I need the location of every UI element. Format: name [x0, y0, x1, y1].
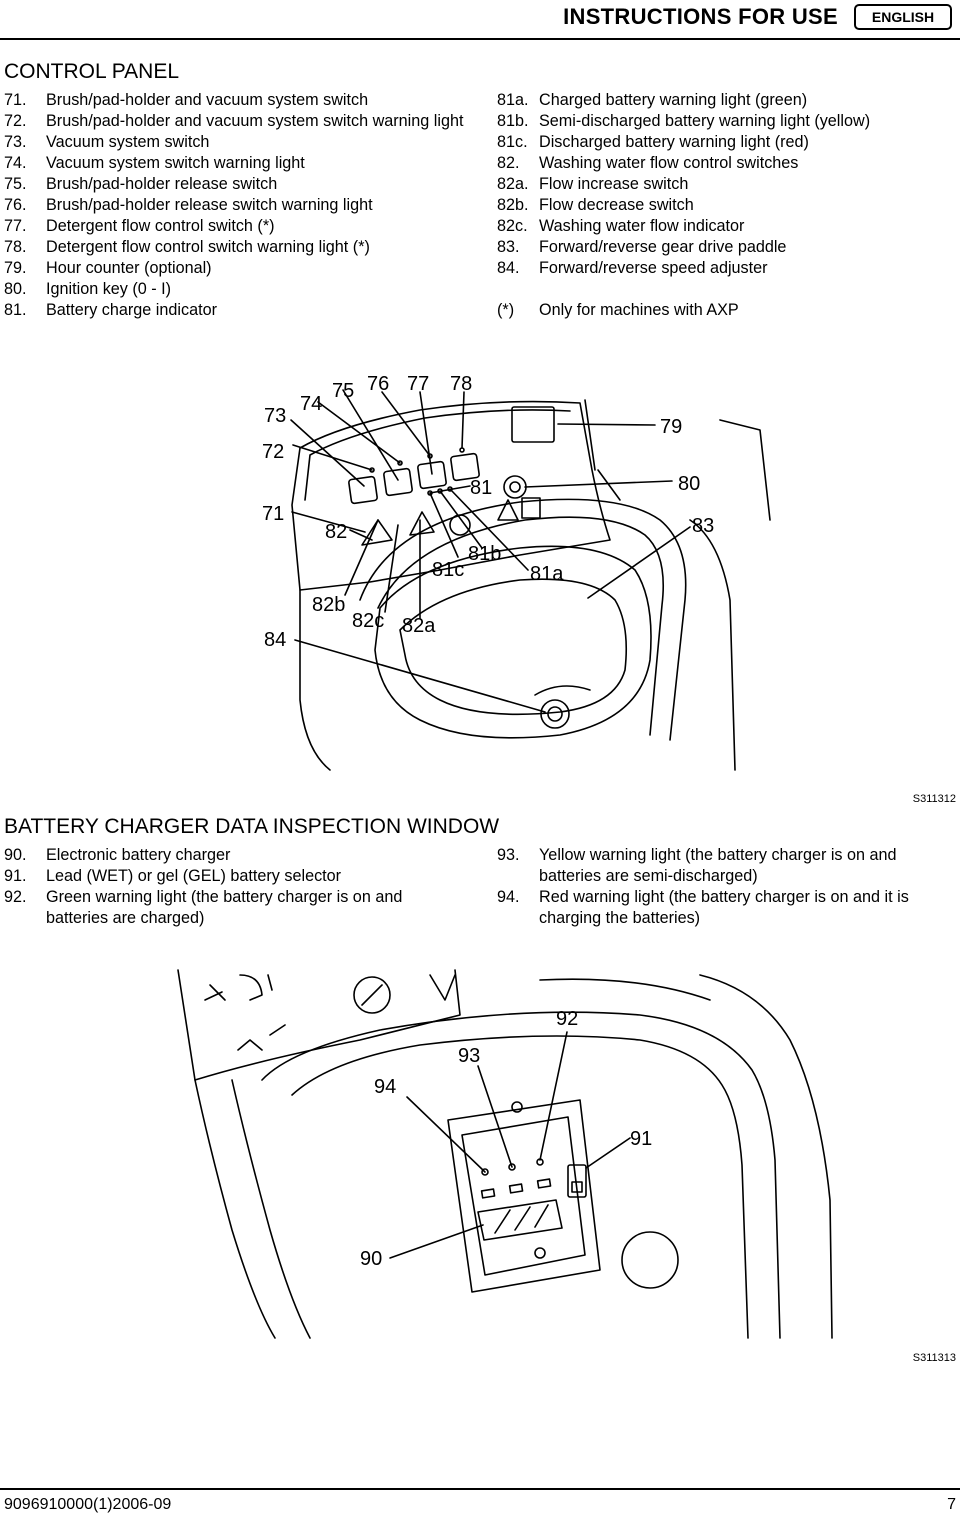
item-number: 84. — [497, 259, 520, 277]
item-text: Washing water flow control switches — [539, 154, 799, 172]
list-item — [4, 132, 464, 153]
callout-75: 75 — [332, 380, 355, 402]
callout-77: 77 — [407, 373, 430, 395]
callout-73: 73 — [264, 405, 287, 427]
language-badge: ENGLISH — [854, 4, 952, 30]
item-text: Discharged battery warning light (red) — [539, 133, 809, 151]
item-number: 93. — [497, 846, 520, 864]
list-item — [497, 132, 952, 153]
item-number: 80. — [4, 280, 27, 298]
item-number: 92. — [4, 888, 27, 906]
item-text: Brush/pad-holder release switch warning light — [46, 196, 373, 214]
callout-74: 74 — [300, 393, 323, 415]
battery-charger-figure — [170, 965, 850, 1345]
item-text: Brush/pad-holder and vacuum system switch — [46, 91, 369, 109]
item-number: 83. — [497, 238, 520, 256]
item-text: Brush/pad-holder and vacuum system switch warning light — [46, 112, 464, 130]
control-panel-title: CONTROL PANEL — [4, 60, 180, 83]
header-rule — [0, 38, 960, 40]
footnote-text: Only for machines with AXP — [539, 301, 739, 319]
document-code: 9096910000(1)2006-09 — [4, 1496, 172, 1513]
item-text: Forward/reverse speed adjuster — [539, 259, 768, 277]
callout-82a: 82a — [402, 615, 436, 637]
item-text: Semi-discharged battery warning light (yellow) — [539, 112, 871, 130]
battery-charger-left-list — [4, 845, 464, 929]
callout-78: 78 — [450, 373, 473, 395]
callout-82c: 82c — [352, 610, 385, 632]
list-item — [497, 258, 952, 279]
item-number: 72. — [4, 112, 27, 130]
item-number: 81. — [4, 301, 27, 319]
callout-71: 71 — [262, 503, 285, 525]
list-item — [497, 111, 952, 132]
list-item — [4, 216, 464, 237]
item-number: 78. — [4, 238, 27, 256]
item-number: 76. — [4, 196, 27, 214]
footnote — [497, 300, 952, 321]
callout-82: 82 — [325, 521, 348, 543]
item-number: 91. — [4, 867, 27, 885]
callout-83: 83 — [692, 515, 715, 537]
item-text: Battery charge indicator — [46, 301, 217, 319]
battery-charger-title: BATTERY CHARGER DATA INSPECTION WINDOW — [4, 815, 500, 838]
list-item — [4, 237, 464, 258]
header-title: INSTRUCTIONS FOR USE — [563, 4, 838, 29]
list-item — [4, 153, 464, 174]
control-panel-right-list — [497, 90, 952, 321]
list-item — [4, 300, 464, 321]
list-item — [4, 111, 464, 132]
callout-80: 80 — [678, 473, 701, 495]
item-number: 77. — [4, 217, 27, 235]
item-number: 81b. — [497, 112, 529, 130]
page-number: 7 — [947, 1496, 956, 1513]
callout-92: 92 — [556, 1008, 579, 1030]
item-text: Brush/pad-holder release switch — [46, 175, 278, 193]
item-text: Electronic battery charger — [46, 846, 231, 864]
item-number: 79. — [4, 259, 27, 277]
item-text: Vacuum system switch — [46, 133, 210, 151]
callout-91: 91 — [630, 1128, 653, 1150]
item-number: 73. — [4, 133, 27, 151]
item-text: Yellow warning light (the battery charger is on and batteries are semi-discharged) — [539, 846, 897, 885]
figure-code: S311313 — [912, 1352, 956, 1364]
control-panel-left-list — [4, 90, 464, 321]
item-number: 90. — [4, 846, 27, 864]
list-item — [4, 845, 464, 866]
callout-93: 93 — [458, 1045, 481, 1067]
footnote-mark: (*) — [497, 301, 515, 319]
callout-76: 76 — [367, 373, 390, 395]
list-item — [497, 845, 942, 887]
callout-79: 79 — [660, 416, 683, 438]
control-panel-figure — [240, 362, 960, 777]
item-number: 75. — [4, 175, 27, 193]
item-text: Lead (WET) or gel (GEL) battery selector — [46, 867, 342, 885]
item-number: 81c. — [497, 133, 528, 151]
list-item — [4, 258, 464, 279]
list-item — [4, 195, 464, 216]
battery-charger-right-list — [497, 845, 942, 929]
item-text: Detergent flow control switch (*) — [46, 217, 275, 235]
list-item — [497, 90, 952, 111]
list-item — [497, 887, 942, 929]
callout-84: 84 — [264, 629, 287, 651]
item-text: Charged battery warning light (green) — [539, 91, 808, 109]
item-text: Forward/reverse gear drive paddle — [539, 238, 787, 256]
item-number: 82. — [497, 154, 520, 172]
item-number: 94. — [497, 888, 520, 906]
callout-90: 90 — [360, 1248, 383, 1270]
item-text: Vacuum system switch warning light — [46, 154, 305, 172]
callout-72: 72 — [262, 441, 285, 463]
callout-81: 81 — [470, 477, 493, 499]
list-item — [497, 153, 952, 174]
callout-81c: 81c — [432, 559, 465, 581]
item-text: Flow decrease switch — [539, 196, 694, 214]
item-text: Red warning light (the battery charger is on and it is charging the batteries) — [539, 888, 909, 927]
item-number: 82c. — [497, 217, 528, 235]
callout-81b: 81b — [468, 543, 502, 565]
item-text: Ignition key (0 - I) — [46, 280, 172, 298]
footer-rule — [0, 1488, 960, 1490]
item-number: 74. — [4, 154, 27, 172]
callout-81a: 81a — [530, 563, 564, 585]
item-text: Green warning light (the battery charger is on and batteries are charged) — [46, 888, 403, 927]
list-item — [4, 90, 464, 111]
figure-code: S311312 — [912, 793, 956, 805]
item-text: Detergent flow control switch warning light (*) — [46, 238, 370, 256]
item-text: Washing water flow indicator — [539, 217, 745, 235]
list-item — [4, 866, 464, 887]
list-item — [497, 195, 952, 216]
item-number: 82b. — [497, 196, 529, 214]
list-item — [497, 216, 952, 237]
callout-94: 94 — [374, 1076, 397, 1098]
item-number: 81a. — [497, 91, 529, 109]
list-item — [497, 174, 952, 195]
item-number: 82a. — [497, 175, 529, 193]
list-item — [497, 237, 952, 258]
list-item — [4, 887, 464, 929]
list-item — [4, 279, 464, 300]
item-text: Hour counter (optional) — [46, 259, 212, 277]
list-item — [4, 174, 464, 195]
callout-82b: 82b — [312, 594, 346, 616]
item-text: Flow increase switch — [539, 175, 689, 193]
item-number: 71. — [4, 91, 27, 109]
